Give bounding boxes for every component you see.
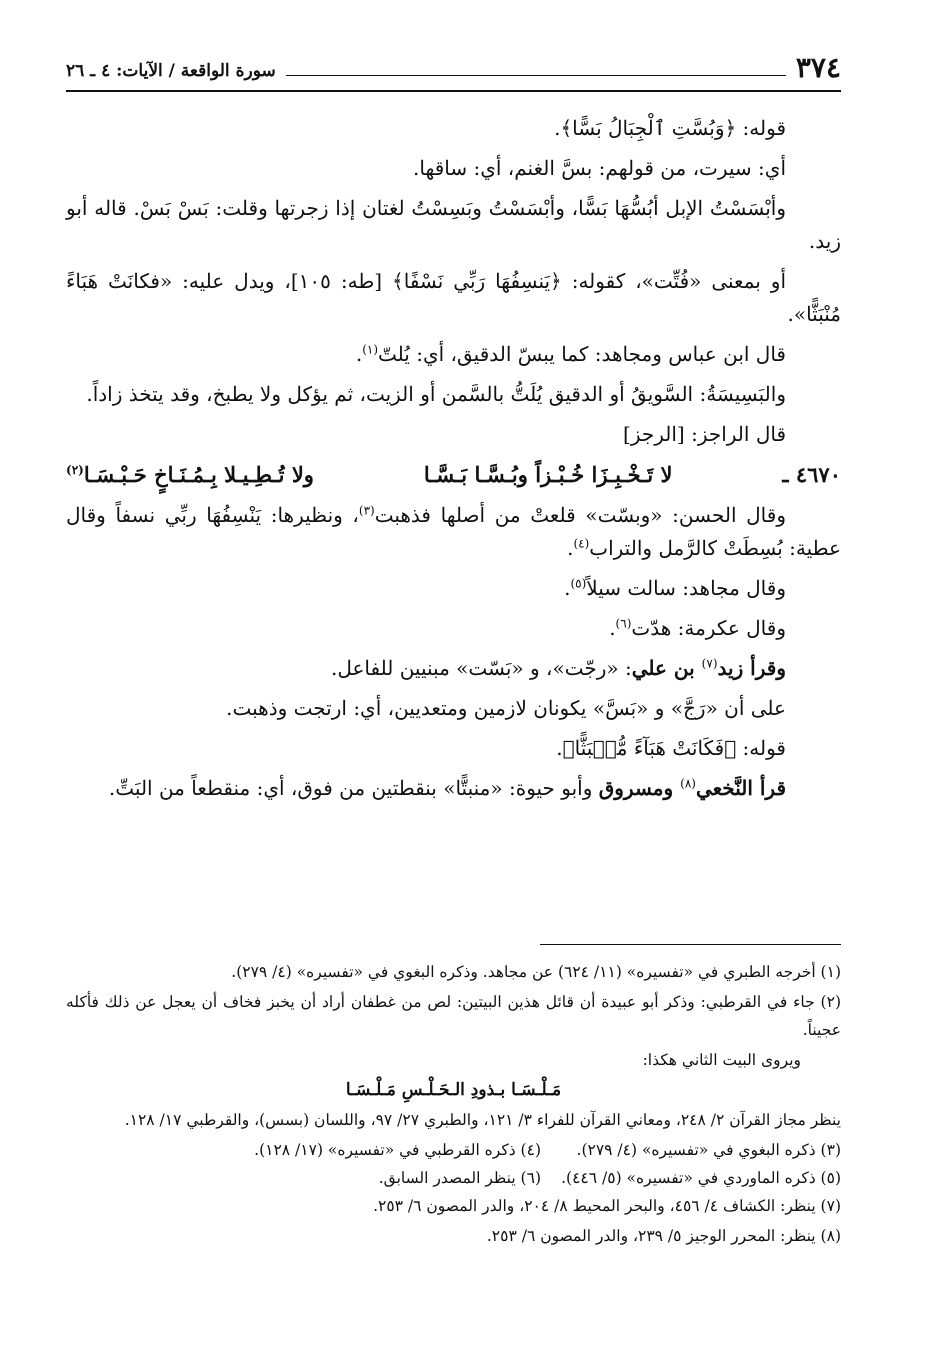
footnote-ref: (٢) [66, 463, 84, 477]
main-text [66, 112, 841, 812]
poetry-verse [66, 458, 841, 491]
verse-number: ٤٦٧٠ ـ [782, 462, 841, 487]
paragraph: أو بمعنى «فُتِّت»، كقوله: ﴿يَنسِفُهَا رَبِّي نَسْفًا﴾ [طه: ١٠٥]، ويدل عليه: «فكانَتْ هَبَاءً مُنْبَثًّا». [66, 269, 841, 326]
footnote-ref: (٧) [701, 656, 718, 671]
footnote: (٢) جاء في القرطبي: وذكر أبو عبيدة أن قائل هذين البيتين: لص من غطفان أراد أن يخبز فخاف أن يعجل عن ذلك فأكله عجيناً. [66, 993, 841, 1039]
paragraph: قال ابن عباس ومجاهد: كما يبسّ الدقيق، أي: يُلتّ$^{(١)}$. [355, 342, 786, 366]
verse-hemistich-first: لا تَـخْـبِـزَا خُـبْـزاً وبُـسَّـا بَـسَّـا [423, 462, 673, 487]
footnote-ref: (٨) [680, 776, 696, 791]
paragraph: وقال الحسن: «وبسّت» قلعتْ من أصلها فذهبت$^{(٣)}$، ونظيرها: يَنْسِفُهَا ربِّي نسفاً وقال عطية: بُسِطَتْ كالرَّمل والتراب$^{(٤)}$. [66, 503, 841, 560]
verse-hemistich-second-text: ولا تُـطِـيـلا بِـمُـنَـاخٍ حَـبْـسَـا [83, 462, 314, 487]
paragraph: قوله: ﴿وَبُسَّتِ ٱلْجِبَالُ بَسًّا﴾. [554, 116, 786, 140]
surah-title: سورة الواقعة / الآيات: ٤ ـ ٢٦ [66, 61, 276, 81]
paragraph: وقال مجاهد: سالت سيلاً$^{(٥)}$. [564, 576, 786, 600]
paragraph-text: ، ونظيرها: يَنْسِفُهَا ربِّي نسفاً وقال عطية: بُسِطَتْ كالرَّمل والتراب [66, 503, 841, 560]
paragraph-text: قال ابن عباس ومجاهد: كما يبسّ الدقيق، أي: يُلتّ [378, 342, 786, 366]
footnote-ref: (٥) [570, 576, 587, 591]
header-rule [66, 90, 841, 92]
footnote: (٤) ذكره القرطبي في «تفسيره» (١٧/ ١٢٨). [254, 1141, 541, 1159]
footnote-separator [540, 944, 841, 945]
reader-name: قرأ النَّخعي [695, 776, 786, 800]
footnote-ref: (١) [362, 342, 379, 357]
paragraph-text: وأبو حيوة: «منبتًّا» بنقطتين من فوق، أي: منقطعاً من البَتِّ. [108, 776, 599, 800]
paragraph: قوله: ﴿فَكَانَتْ هَبَآءً مُّنۢبَثًّا﴾. [556, 736, 786, 760]
paragraph: وأبْسَسْتُ الإبل أبُسُّهَا بَسًّا، وأبْسَسْتُ وبَسِسْتُ لغتان إذا زجرتها وقلت: بَسْ بَسْ. قاله أبو زيد. [66, 196, 841, 253]
footnote: (١) أخرجه الطبري في «تفسيره» (١١/ ٦٢٤) عن مجاهد. وذكره البغوي في «تفسيره» (٤/ ٢٧٩). [231, 963, 841, 981]
verse-hemistich-second [66, 458, 314, 491]
footnote-ref: (٤) [573, 536, 590, 551]
footnote-ref: (٣) [358, 503, 375, 518]
footnote: (٥) ذكره الماوردي في «تفسيره» (٥/ ٤٤٦). [561, 1169, 841, 1187]
footnote: (٦) ينظر المصدر السابق. [378, 1169, 541, 1187]
paragraph-text: وقال الحسن: «وبسّت» قلعتْ من أصلها فذهبت [374, 503, 786, 527]
paragraph [66, 652, 841, 685]
footnote: (٨) ينظر: المحرر الوجيز ٥/ ٢٣٩، والدر المصون ٦/ ٢٥٣. [486, 1227, 841, 1245]
footnote-continuation: ينظر مجاز القرآن ٢/ ٢٤٨، ومعاني القرآن للفراء ٣/ ١٢١، والطبري ٢٧/ ٩٧، واللسان (بسس)، والقرطبي ١٧/ ١٢٨. [124, 1111, 841, 1129]
footnote-row [66, 1136, 841, 1164]
reader-name: بن علي [631, 656, 702, 680]
footnote-continuation: ويروى البيت الثاني هكذا: [642, 1051, 801, 1069]
footnote-ref: (٦) [615, 616, 632, 631]
page-number: ٣٧٤ [795, 51, 841, 84]
footnote: (٣) ذكره البغوي في «تفسيره» (٤/ ٢٧٩). [576, 1141, 841, 1159]
paragraph-text: وقال عكرمة: هدّت [631, 616, 786, 640]
paragraph: والبَسِيسَةُ: السَّويقُ أو الدقيق يُلَتُّ بالسَّمن أو الزيت، ثم يؤكل ولا يطبخ، وقد يتخذ زاداً. [86, 382, 786, 406]
paragraph: قال الراجز: [الرجز] [623, 422, 786, 446]
paragraph: على أن «رَجَّ» و «بَسَّ» يكونان لازمين ومتعديين، أي: ارتجت وذهبت. [226, 696, 786, 720]
paragraph: أي: سيرت، من قولهم: بسَّ الغنم، أي: ساقها. [413, 156, 786, 180]
footnote: (٧) ينظر: الكشاف ٤/ ٤٥٦، والبحر المحيط ٨/ ٢٠٤، والدر المصون ٦/ ٢٥٣. [373, 1197, 841, 1215]
footnotes [66, 958, 841, 1252]
paragraph [66, 772, 841, 805]
paragraph: وقال عكرمة: هدّت$^{(٦)}$. [609, 616, 786, 640]
header-inner-rule [286, 75, 786, 76]
running-header [66, 48, 841, 82]
footnote-row [66, 1164, 841, 1192]
reader-name: وقرأ زيد [717, 656, 786, 680]
footnote-verse: مَـلْـسَـا بـذودِ الـحَـلْـسِ مَـلْـسَـا [345, 1080, 562, 1100]
paragraph-text: وقال مجاهد: سالت سيلاً [586, 576, 786, 600]
paragraph-text: : «رجّت»، و «بَسّت» مبنيين للفاعل. [330, 656, 632, 680]
reader-name: ومسروق [598, 776, 681, 800]
